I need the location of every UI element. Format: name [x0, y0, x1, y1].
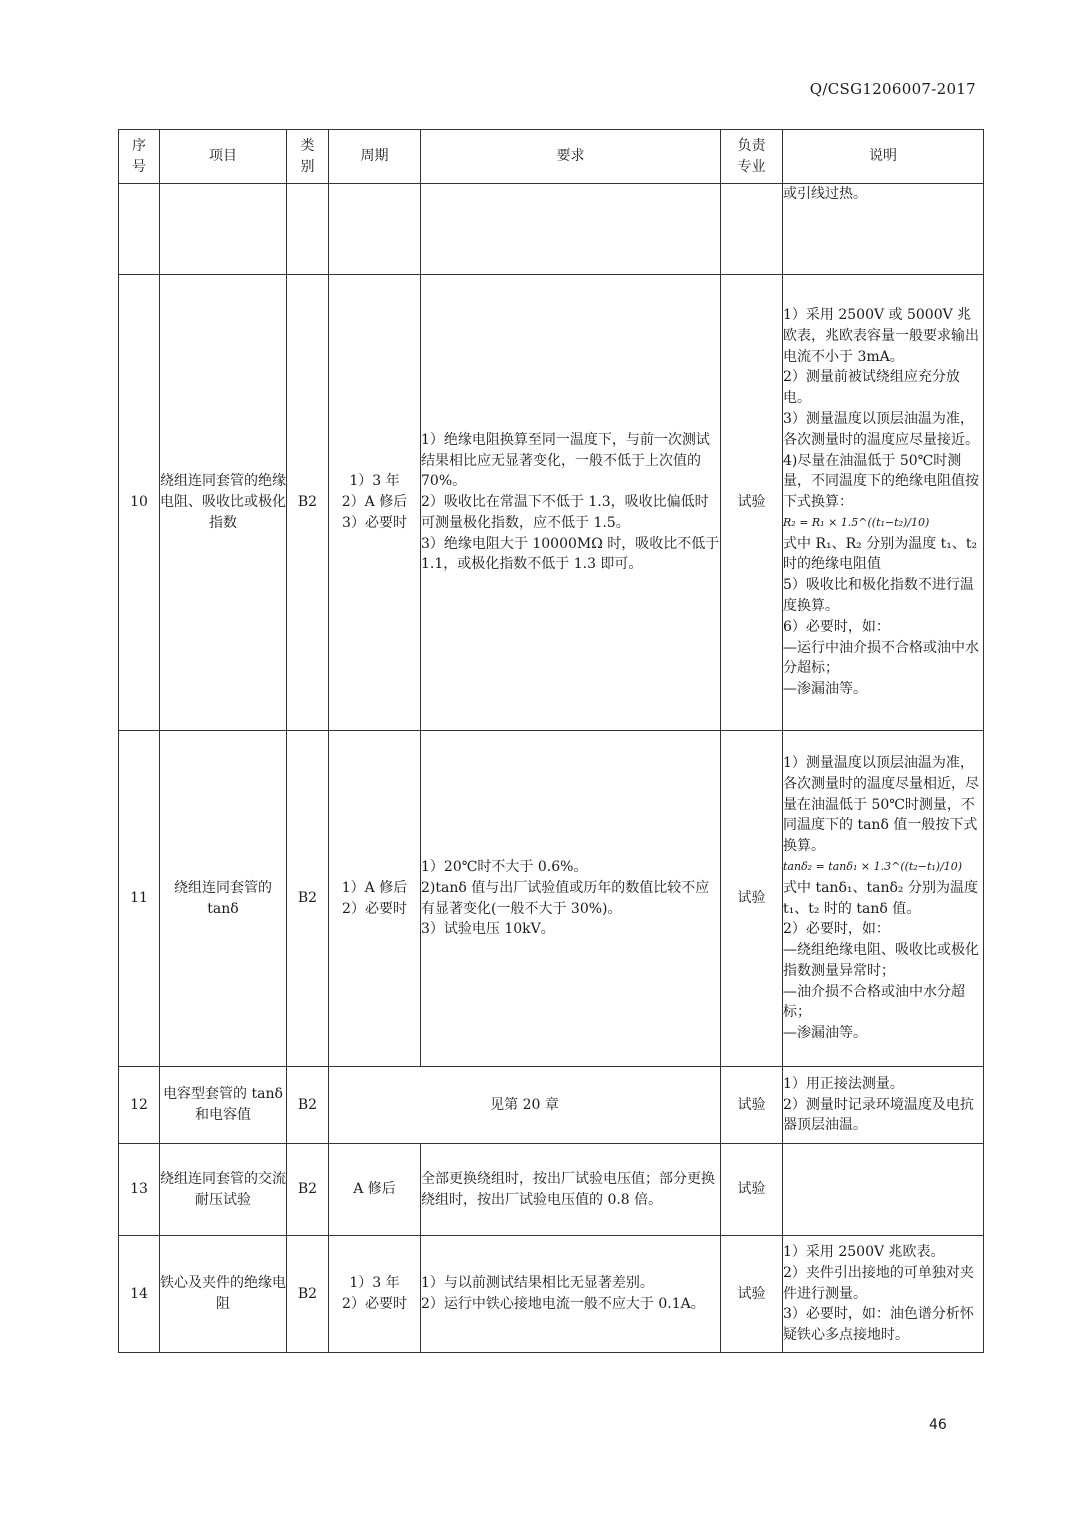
- header-row: [119, 130, 984, 184]
- cell-dept: 试验: [721, 1236, 783, 1353]
- table-row: [119, 1236, 984, 1353]
- cell-period: 1）3 年 2）A 修后 3）必要时: [329, 275, 421, 731]
- cell-no: [119, 184, 160, 275]
- cell-no: 13: [119, 1144, 160, 1236]
- cell-period: [329, 184, 421, 275]
- cell-period: 1）3 年 2）必要时: [329, 1236, 421, 1353]
- cell-category: B2: [287, 731, 329, 1067]
- cell-dept: 试验: [721, 1067, 783, 1144]
- cell-requirement: 1）20℃时不大于 0.6%。 2)tanδ 值与出厂试验值或历年的数值比较不应有显著变化(一般不大于 30%)。 3）试验电压 10kV。: [421, 731, 721, 1067]
- table-row: [119, 184, 984, 275]
- cell-requirement: 1）与以前测试结果相比无显著差别。 2）运行中铁心接地电流一般不应大于 0.1A。: [421, 1236, 721, 1353]
- cell-note: [783, 1144, 984, 1236]
- cell-note: 1）用正接法测量。 2）测量时记录环境温度及电抗器顶层油温。: [783, 1067, 984, 1144]
- col-header-period: 周期: [329, 130, 421, 184]
- col-header-no: 序 号: [119, 130, 160, 184]
- cell-no: 12: [119, 1067, 160, 1144]
- cell-category: B2: [287, 1236, 329, 1353]
- col-header-item: 项目: [160, 130, 287, 184]
- cell-dept: [721, 184, 783, 275]
- document-code: Q/CSG1206007-2017: [809, 80, 976, 98]
- table-row: [119, 1067, 984, 1144]
- cell-category: [287, 184, 329, 275]
- test-items-table: [118, 129, 984, 1353]
- cell-no: 14: [119, 1236, 160, 1353]
- tan-delta-formula: tanδ₂ = tanδ₁ × 1.3^((t₂−t₁)/10): [783, 859, 963, 873]
- cell-merged-period-requirement: 见第 20 章: [329, 1067, 721, 1144]
- cell-item: 绕组连同套管的交流耐压试验: [160, 1144, 287, 1236]
- cell-note: 1）采用 2500V 或 5000V 兆欧表，兆欧表容量一般要求输出电流不小于 3mA。 2）测量前被试绕组应充分放电。 3）测量温度以顶层油温为准，各次测量时的温度应尽量接近。 4)尽量在油温低于 50℃时测量，不同温度下的绝缘电阻值按下式换算： R₂ = R₁ × 1.5^((t₁−t₂)/10) 式中 R₁、R₂ 分别为温度 t₁、t₂ 时的绝缘电阻值 5）吸收比和极化指数不进行温度换算。 6）必要时，如： —运行中油介损不合格或油中水分超标； —渗漏油等。: [783, 275, 984, 731]
- cell-item: 铁心及夹件的绝缘电阻: [160, 1236, 287, 1353]
- col-header-requirement: 要求: [421, 130, 721, 184]
- cell-item: 绕组连同套管的绝缘电阻、吸收比或极化指数: [160, 275, 287, 731]
- cell-note: 1）测量温度以顶层油温为准，各次测量时的温度尽量相近，尽量在油温低于 50℃时测量，不同温度下的 tanδ 值一般按下式换算。 tanδ₂ = tanδ₁ × 1.3^((t₂−t₁)/10) 式中 tanδ₁、tanδ₂ 分别为温度 t₁、t₂ 时的 tanδ 值。 2）必要时，如： —绕组绝缘电阻、吸收比或极化指数测量异常时； —油介损不合格或油中水分超标； —渗漏油等。: [783, 731, 984, 1067]
- cell-no: 11: [119, 731, 160, 1067]
- cell-category: B2: [287, 1144, 329, 1236]
- cell-dept: 试验: [721, 275, 783, 731]
- cell-requirement: 全部更换绕组时，按出厂试验电压值；部分更换绕组时，按出厂试验电压值的 0.8 倍。: [421, 1144, 721, 1236]
- cell-requirement: 1）绝缘电阻换算至同一温度下，与前一次测试结果相比应无显著变化，一般不低于上次值的 70%。 2）吸收比在常温下不低于 1.3，吸收比偏低时可测量极化指数，应不低于 1.5。 3）绝缘电阻大于 10000MΩ 时，吸收比不低于 1.1，或极化指数不低于 1.3 即可。: [421, 275, 721, 731]
- cell-item: [160, 184, 287, 275]
- cell-dept: 试验: [721, 1144, 783, 1236]
- cell-note: 或引线过热。: [783, 184, 984, 275]
- table-row: [119, 275, 984, 731]
- cell-period: 1）A 修后 2）必要时: [329, 731, 421, 1067]
- col-header-note: 说明: [783, 130, 984, 184]
- table-row: [119, 731, 984, 1067]
- cell-item: 电容型套管的 tanδ 和电容值: [160, 1067, 287, 1144]
- resistance-formula: R₂ = R₁ × 1.5^((t₁−t₂)/10): [783, 515, 930, 529]
- cell-category: B2: [287, 1067, 329, 1144]
- table-row: [119, 1144, 984, 1236]
- cell-category: B2: [287, 275, 329, 731]
- cell-item: 绕组连同套管的 tanδ: [160, 731, 287, 1067]
- page-number: 46: [929, 1417, 947, 1433]
- cell-note: 1）采用 2500V 兆欧表。 2）夹件引出接地的可单独对夹件进行测量。 3）必要时，如：油色谱分析怀疑铁心多点接地时。: [783, 1236, 984, 1353]
- col-header-dept: 负责 专业: [721, 130, 783, 184]
- cell-dept: 试验: [721, 731, 783, 1067]
- col-header-category: 类 别: [287, 130, 329, 184]
- cell-requirement: [421, 184, 721, 275]
- cell-period: A 修后: [329, 1144, 421, 1236]
- cell-no: 10: [119, 275, 160, 731]
